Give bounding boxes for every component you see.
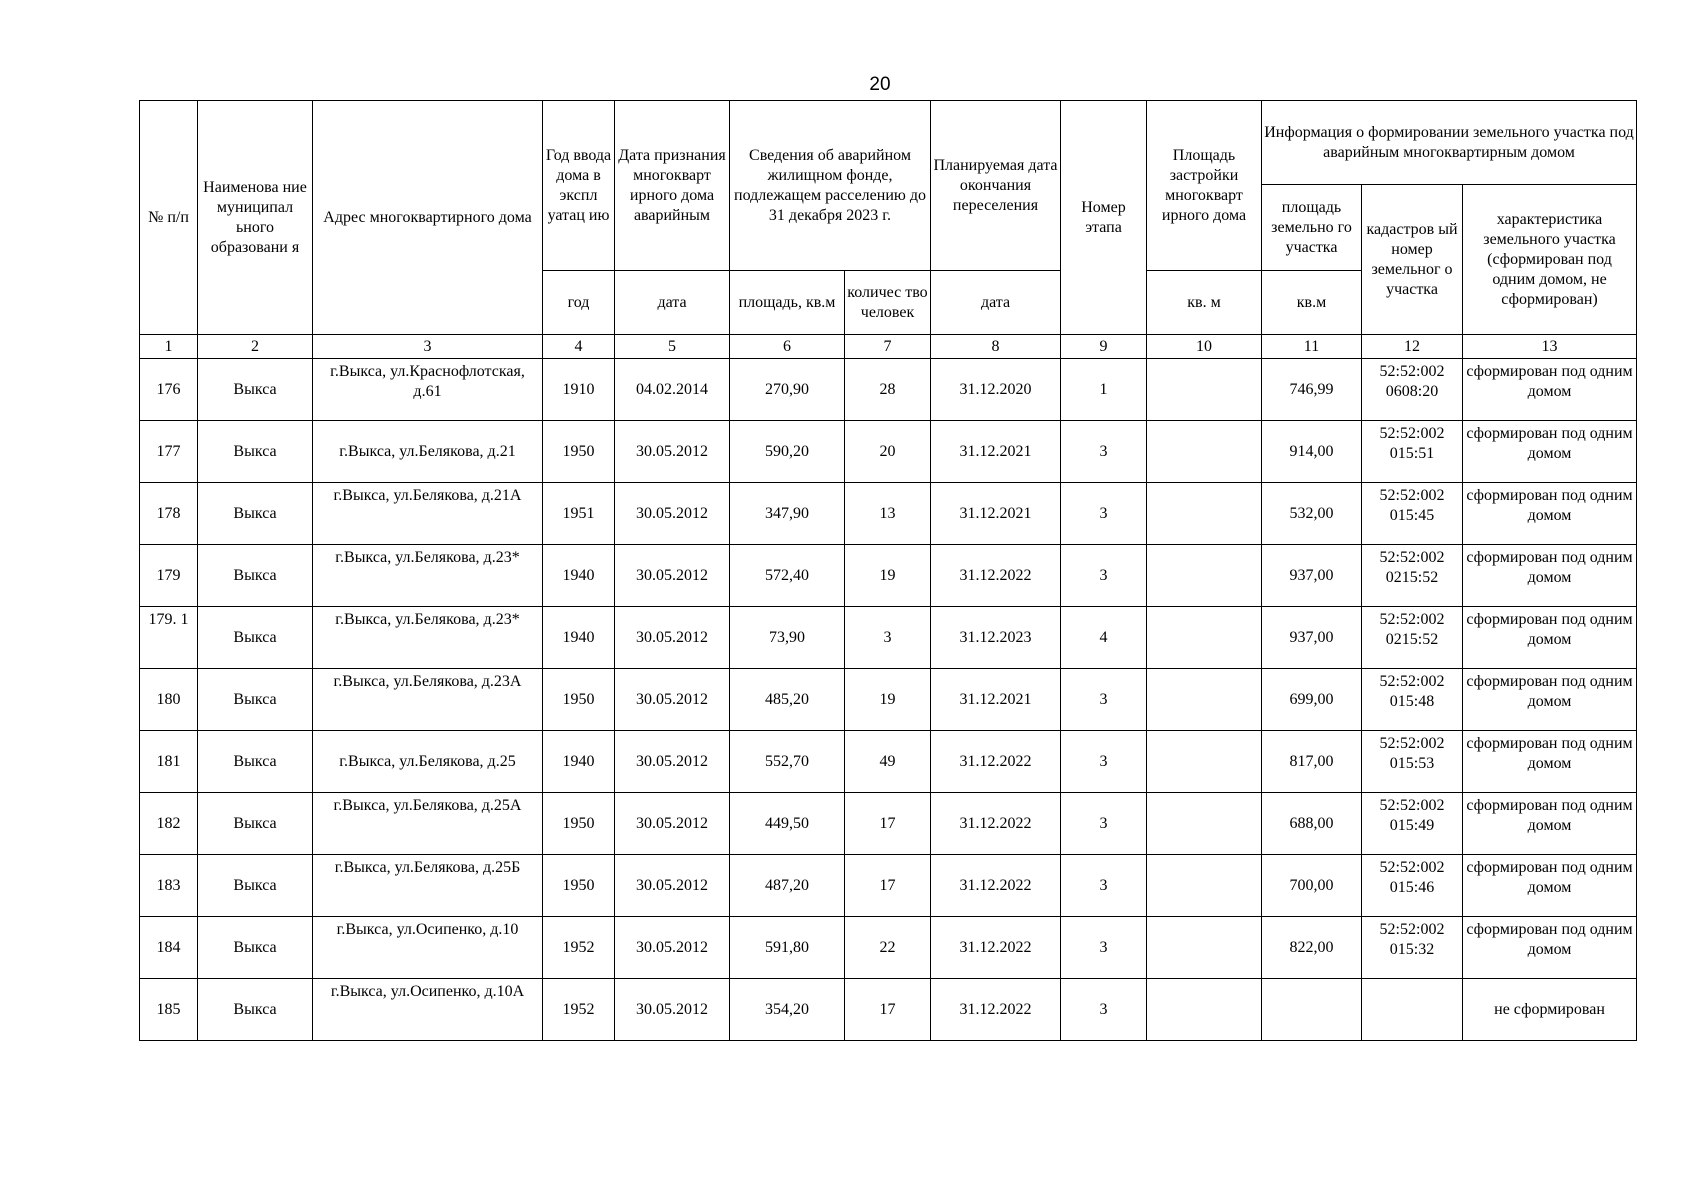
col-number: 5 — [615, 335, 730, 359]
cell-cadastral: 52:52:002 015:46 — [1362, 855, 1463, 917]
cell-municipality: Выкса — [198, 359, 313, 421]
cell-date: 30.05.2012 — [615, 855, 730, 917]
col-number: 8 — [931, 335, 1061, 359]
cell-stage: 3 — [1061, 855, 1147, 917]
emergency-housing-table — [139, 100, 1637, 1041]
column-number-row — [140, 335, 1637, 359]
cell-stage: 1 — [1061, 359, 1147, 421]
cell-land-area: 688,00 — [1262, 793, 1362, 855]
cell-area: 591,80 — [730, 917, 845, 979]
cell-address: г.Выкса, ул.Белякова, д.23А — [313, 669, 543, 731]
cell-year: 1950 — [543, 793, 615, 855]
header-info-fund: Сведения об аварийном жилищном фонде, подлежащем расселению до 31 декабря 2023 г. — [730, 101, 931, 271]
cell-people: 20 — [845, 421, 931, 483]
cell-cadastral: 52:52:002 015:45 — [1362, 483, 1463, 545]
cell-land-char: сформирован под одним домом — [1463, 483, 1637, 545]
header-municipality: Наименова ние муниципал ьного образовани я — [198, 101, 313, 335]
cell-num: 176 — [140, 359, 198, 421]
cell-year: 1952 — [543, 979, 615, 1041]
cell-date: 30.05.2012 — [615, 483, 730, 545]
cell-land-area: 700,00 — [1262, 855, 1362, 917]
cell-building-area — [1147, 731, 1262, 793]
cell-planned-date: 31.12.2022 — [931, 979, 1061, 1041]
unit-building-sqm: кв. м — [1147, 271, 1262, 335]
cell-people: 3 — [845, 607, 931, 669]
cell-date: 30.05.2012 — [615, 731, 730, 793]
cell-address: г.Выкса, ул.Краснофлотская, д.61 — [313, 359, 543, 421]
cell-stage: 3 — [1061, 421, 1147, 483]
table-row — [140, 917, 1637, 979]
cell-year: 1951 — [543, 483, 615, 545]
table-row — [140, 669, 1637, 731]
cell-area: 270,90 — [730, 359, 845, 421]
cell-year: 1910 — [543, 359, 615, 421]
cell-building-area — [1147, 979, 1262, 1041]
cell-area: 590,20 — [730, 421, 845, 483]
cell-address: г.Выкса, ул.Белякова, д.25 — [313, 731, 543, 793]
cell-cadastral: 52:52:002 015:49 — [1362, 793, 1463, 855]
cell-land-char: сформирован под одним домом — [1463, 917, 1637, 979]
col-number: 9 — [1061, 335, 1147, 359]
cell-planned-date: 31.12.2022 — [931, 917, 1061, 979]
cell-address: г.Выкса, ул.Осипенко, д.10 — [313, 917, 543, 979]
col-number: 11 — [1262, 335, 1362, 359]
cell-planned-date: 31.12.2022 — [931, 545, 1061, 607]
cell-num: 185 — [140, 979, 198, 1041]
header-year: Год ввода дома в экспл уатац ию — [543, 101, 615, 271]
cell-address: г.Выкса, ул.Белякова, д.23* — [313, 545, 543, 607]
cell-stage: 3 — [1061, 917, 1147, 979]
cell-date: 30.05.2012 — [615, 607, 730, 669]
header-cadastral: кадастров ый номер земельног о участка — [1362, 185, 1463, 335]
table-header — [140, 101, 1637, 359]
header-date-recognized: Дата признания многокварт ирного дома аварийным — [615, 101, 730, 271]
cell-cadastral: 52:52:002 015:51 — [1362, 421, 1463, 483]
cell-land-char: не сформирован — [1463, 979, 1637, 1041]
cell-municipality: Выкса — [198, 793, 313, 855]
cell-municipality: Выкса — [198, 669, 313, 731]
cell-land-char: сформирован под одним домом — [1463, 793, 1637, 855]
cell-date: 30.05.2012 — [615, 669, 730, 731]
table-row — [140, 359, 1637, 421]
cell-date: 30.05.2012 — [615, 917, 730, 979]
cell-land-char: сформирован под одним домом — [1463, 669, 1637, 731]
unit-people: количес тво человек — [845, 271, 931, 335]
cell-building-area — [1147, 483, 1262, 545]
cell-year: 1950 — [543, 669, 615, 731]
cell-area: 354,20 — [730, 979, 845, 1041]
cell-area: 572,40 — [730, 545, 845, 607]
cell-municipality: Выкса — [198, 545, 313, 607]
cell-land-area: 937,00 — [1262, 607, 1362, 669]
cell-year: 1940 — [543, 545, 615, 607]
cell-num: 181 — [140, 731, 198, 793]
cell-stage: 3 — [1061, 483, 1147, 545]
cell-land-area — [1262, 979, 1362, 1041]
cell-num: 179. 1 — [140, 607, 198, 669]
cell-planned-date: 31.12.2023 — [931, 607, 1061, 669]
cell-planned-date: 31.12.2022 — [931, 855, 1061, 917]
cell-date: 30.05.2012 — [615, 793, 730, 855]
cell-people: 17 — [845, 855, 931, 917]
cell-building-area — [1147, 421, 1262, 483]
cell-date: 30.05.2012 — [615, 421, 730, 483]
cell-municipality: Выкса — [198, 917, 313, 979]
table-row — [140, 483, 1637, 545]
table-row — [140, 731, 1637, 793]
header-num: № п/п — [140, 101, 198, 335]
cell-building-area — [1147, 855, 1262, 917]
cell-building-area — [1147, 793, 1262, 855]
cell-stage: 3 — [1061, 545, 1147, 607]
cell-land-char: сформирован под одним домом — [1463, 421, 1637, 483]
cell-date: 04.02.2014 — [615, 359, 730, 421]
cell-stage: 4 — [1061, 607, 1147, 669]
cell-planned-date: 31.12.2021 — [931, 483, 1061, 545]
cell-planned-date: 31.12.2022 — [931, 793, 1061, 855]
table-row — [140, 607, 1637, 669]
cell-area: 552,70 — [730, 731, 845, 793]
cell-cadastral: 52:52:002 015:48 — [1362, 669, 1463, 731]
cell-year: 1952 — [543, 917, 615, 979]
header-land-info: Информация о формировании земельного участка под аварийным многоквартирным домом — [1262, 101, 1637, 185]
col-number: 2 — [198, 335, 313, 359]
cell-people: 13 — [845, 483, 931, 545]
cell-land-char: сформирован под одним домом — [1463, 545, 1637, 607]
header-stage: Номер этапа — [1061, 101, 1147, 335]
cell-land-area: 532,00 — [1262, 483, 1362, 545]
table-row — [140, 545, 1637, 607]
cell-municipality: Выкса — [198, 607, 313, 669]
col-number: 1 — [140, 335, 198, 359]
cell-planned-date: 31.12.2020 — [931, 359, 1061, 421]
unit-land-sqm: кв.м — [1262, 271, 1362, 335]
table-row — [140, 421, 1637, 483]
cell-people: 22 — [845, 917, 931, 979]
cell-planned-date: 31.12.2022 — [931, 731, 1061, 793]
cell-year: 1950 — [543, 855, 615, 917]
cell-municipality: Выкса — [198, 731, 313, 793]
cell-people: 17 — [845, 979, 931, 1041]
col-number: 7 — [845, 335, 931, 359]
col-number: 4 — [543, 335, 615, 359]
cell-area: 449,50 — [730, 793, 845, 855]
cell-land-area: 817,00 — [1262, 731, 1362, 793]
unit-year: год — [543, 271, 615, 335]
cell-num: 178 — [140, 483, 198, 545]
header-land-area: площадь земельно го участка — [1262, 185, 1362, 271]
unit-area: площадь, кв.м — [730, 271, 845, 335]
cell-area: 347,90 — [730, 483, 845, 545]
cell-area: 487,20 — [730, 855, 845, 917]
cell-planned-date: 31.12.2021 — [931, 669, 1061, 731]
table-body — [140, 359, 1637, 1041]
table-row — [140, 793, 1637, 855]
cell-area: 485,20 — [730, 669, 845, 731]
cell-land-area: 822,00 — [1262, 917, 1362, 979]
cell-stage: 3 — [1061, 979, 1147, 1041]
cell-num: 182 — [140, 793, 198, 855]
cell-land-area: 746,99 — [1262, 359, 1362, 421]
cell-cadastral: 52:52:002 015:53 — [1362, 731, 1463, 793]
cell-year: 1940 — [543, 731, 615, 793]
header-address: Адрес многоквартирного дома — [313, 101, 543, 335]
cell-area: 73,90 — [730, 607, 845, 669]
cell-land-area: 914,00 — [1262, 421, 1362, 483]
cell-planned-date: 31.12.2021 — [931, 421, 1061, 483]
cell-cadastral: 52:52:002 0215:52 — [1362, 545, 1463, 607]
cell-people: 49 — [845, 731, 931, 793]
page-number: 20 — [869, 74, 891, 95]
cell-address: г.Выкса, ул.Белякова, д.21 — [313, 421, 543, 483]
table-row — [140, 979, 1637, 1041]
cell-municipality: Выкса — [198, 421, 313, 483]
cell-address: г.Выкса, ул.Белякова, д.21А — [313, 483, 543, 545]
unit-planned-date: дата — [931, 271, 1061, 335]
cell-building-area — [1147, 545, 1262, 607]
cell-num: 179 — [140, 545, 198, 607]
cell-people: 19 — [845, 545, 931, 607]
cell-people: 17 — [845, 793, 931, 855]
cell-stage: 3 — [1061, 669, 1147, 731]
cell-land-area: 937,00 — [1262, 545, 1362, 607]
cell-address: г.Выкса, ул.Белякова, д.23* — [313, 607, 543, 669]
cell-municipality: Выкса — [198, 855, 313, 917]
cell-municipality: Выкса — [198, 979, 313, 1041]
cell-people: 19 — [845, 669, 931, 731]
col-number: 6 — [730, 335, 845, 359]
cell-num: 184 — [140, 917, 198, 979]
cell-building-area — [1147, 607, 1262, 669]
cell-municipality: Выкса — [198, 483, 313, 545]
cell-num: 180 — [140, 669, 198, 731]
cell-stage: 3 — [1061, 731, 1147, 793]
cell-land-char: сформирован под одним домом — [1463, 731, 1637, 793]
cell-building-area — [1147, 917, 1262, 979]
col-number: 12 — [1362, 335, 1463, 359]
cell-address: г.Выкса, ул.Белякова, д.25Б — [313, 855, 543, 917]
cell-cadastral — [1362, 979, 1463, 1041]
cell-land-char: сформирован под одним домом — [1463, 855, 1637, 917]
cell-land-char: сформирован под одним домом — [1463, 359, 1637, 421]
cell-stage: 3 — [1061, 793, 1147, 855]
cell-year: 1940 — [543, 607, 615, 669]
cell-date: 30.05.2012 — [615, 979, 730, 1041]
header-planned-date: Планируемая дата окончания переселения — [931, 101, 1061, 271]
header-building-area: Площадь застройки многокварт ирного дома — [1147, 101, 1262, 271]
cell-cadastral: 52:52:002 0215:52 — [1362, 607, 1463, 669]
cell-people: 28 — [845, 359, 931, 421]
cell-land-area: 699,00 — [1262, 669, 1362, 731]
unit-date: дата — [615, 271, 730, 335]
col-number: 3 — [313, 335, 543, 359]
col-number: 10 — [1147, 335, 1262, 359]
cell-num: 183 — [140, 855, 198, 917]
table-row — [140, 855, 1637, 917]
cell-address: г.Выкса, ул.Осипенко, д.10А — [313, 979, 543, 1041]
cell-building-area — [1147, 669, 1262, 731]
cell-cadastral: 52:52:002 0608:20 — [1362, 359, 1463, 421]
cell-year: 1950 — [543, 421, 615, 483]
cell-building-area — [1147, 359, 1262, 421]
cell-land-char: сформирован под одним домом — [1463, 607, 1637, 669]
col-number: 13 — [1463, 335, 1637, 359]
header-land-char: характеристика земельного участка (сформирован под одним домом, не сформирован) — [1463, 185, 1637, 335]
cell-date: 30.05.2012 — [615, 545, 730, 607]
cell-cadastral: 52:52:002 015:32 — [1362, 917, 1463, 979]
cell-num: 177 — [140, 421, 198, 483]
cell-address: г.Выкса, ул.Белякова, д.25А — [313, 793, 543, 855]
